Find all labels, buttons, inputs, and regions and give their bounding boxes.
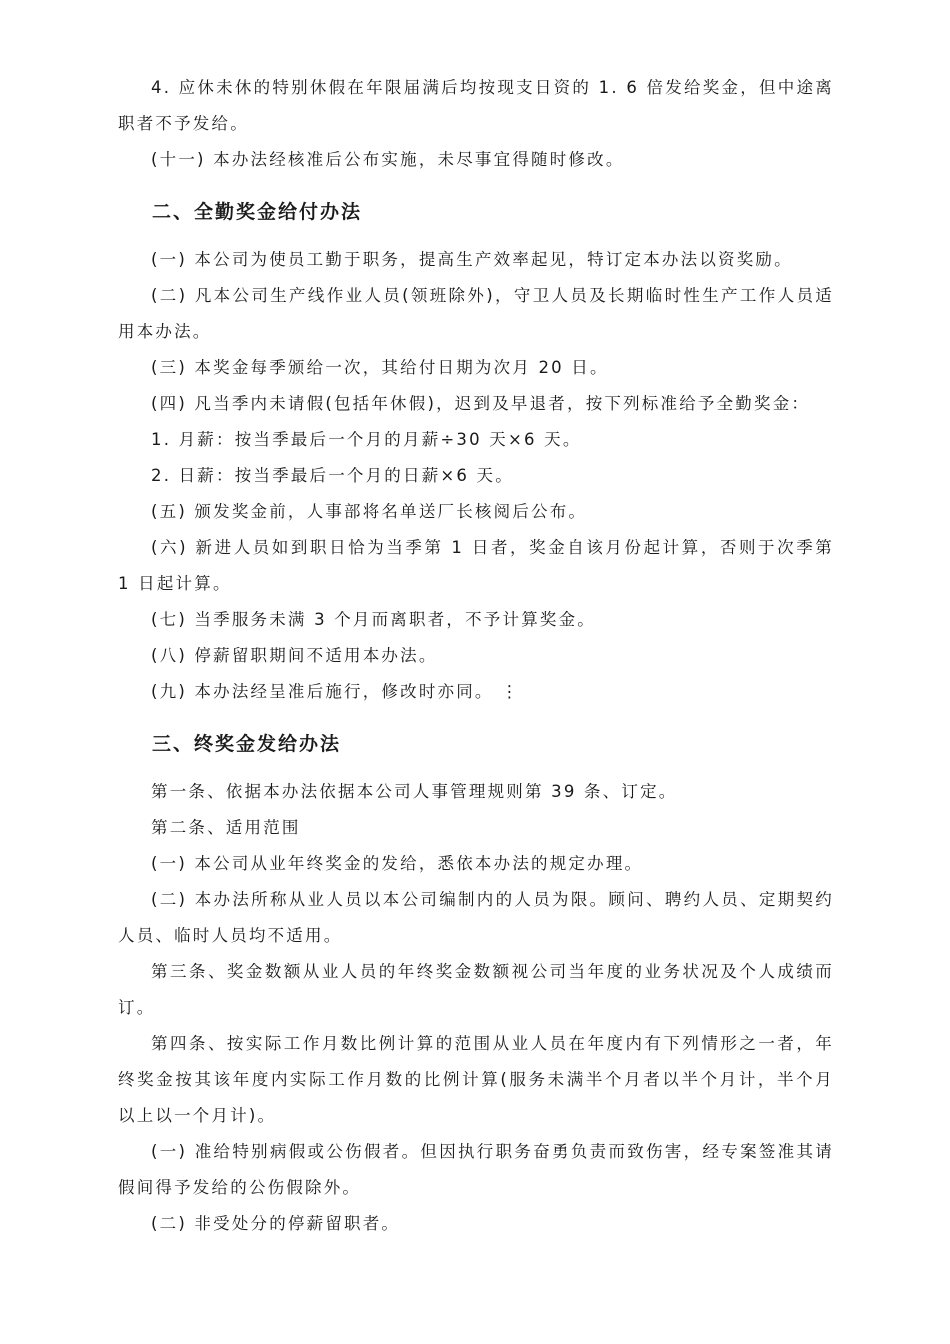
paragraph: (二) 非受处分的停薪留职者。 (151, 1214, 401, 1233)
section-2 (118, 190, 834, 710)
paragraph: (八) 停薪留职期间不适用本办法。 (151, 646, 438, 665)
paragraph: (九) 本办法经呈准后施行，修改时亦同。 ⋮ (151, 682, 520, 701)
paragraph: (一) 本公司为使员工勤于职务，提高生产效率起见，特订定本办法以资奖励。 (151, 250, 793, 269)
section-heading: 二、全勤奖金给付办法 (152, 201, 363, 223)
paragraph: 4. 应休未休的特别休假在年限届满后均按现支日资的 1. 6 倍发给奖金，但中途离职者不予发给。 (118, 78, 834, 133)
paragraph: (二) 凡本公司生产线作业人员(领班除外)，守卫人员及长期临时性生产工作人员适用本办法。 (118, 286, 834, 341)
paragraph: (十一) 本办法经核准后公布实施，未尽事宜得随时修改。 (151, 150, 625, 169)
paragraph: (二) 本办法所称从业人员以本公司编制内的人员为限。顾问、聘约人员、定期契约人员、临时人员均不适用。 (118, 890, 834, 945)
section-3 (118, 722, 834, 1242)
paragraph: (三) 本奖金每季颁给一次，其给付日期为次月 20 日。 (151, 358, 609, 377)
paragraph: 第三条、奖金数额从业人员的年终奖金数额视公司当年度的业务状况及个人成绩而订。 (118, 962, 834, 1017)
paragraph: 第四条、按实际工作月数比例计算的范围从业人员在年度内有下列情形之一者，年终奖金按其该年度内实际工作月数的比例计算(服务未满半个月者以半个月计，半个月以上以一个月计)。 (118, 1034, 834, 1125)
paragraph: (一) 准给特别病假或公伤假者。但因执行职务奋勇负责而致伤害，经专案签准其请假间得予发给的公伤假除外。 (118, 1142, 834, 1197)
paragraph: (一) 本公司从业年终奖金的发给，悉依本办法的规定办理。 (151, 854, 644, 873)
document-page (118, 70, 834, 1242)
section-1-tail (118, 70, 834, 178)
paragraph: (七) 当季服务未满 3 个月而离职者，不予计算奖金。 (151, 610, 597, 629)
paragraph: (六) 新进人员如到职日恰为当季第 1 日者，奖金自该月份起计算，否则于次季第 1 日起计算。 (118, 538, 834, 593)
paragraph: (四) 凡当季内未请假(包括年休假)，迟到及早退者，按下列标准给予全勤奖金： (151, 394, 811, 413)
paragraph: 2. 日薪：按当季最后一个月的日薪×6 天。 (151, 466, 514, 485)
paragraph: (五) 颁发奖金前，人事部将名单送厂长核阅后公布。 (151, 502, 588, 521)
paragraph: 第二条、适用范围 (151, 818, 301, 837)
section-heading: 三、终奖金发给办法 (152, 733, 342, 755)
paragraph: 1. 月薪：按当季最后一个月的月薪÷30 天×6 天。 (151, 430, 582, 449)
paragraph: 第一条、依据本办法依据本公司人事管理规则第 39 条、订定。 (151, 782, 678, 801)
